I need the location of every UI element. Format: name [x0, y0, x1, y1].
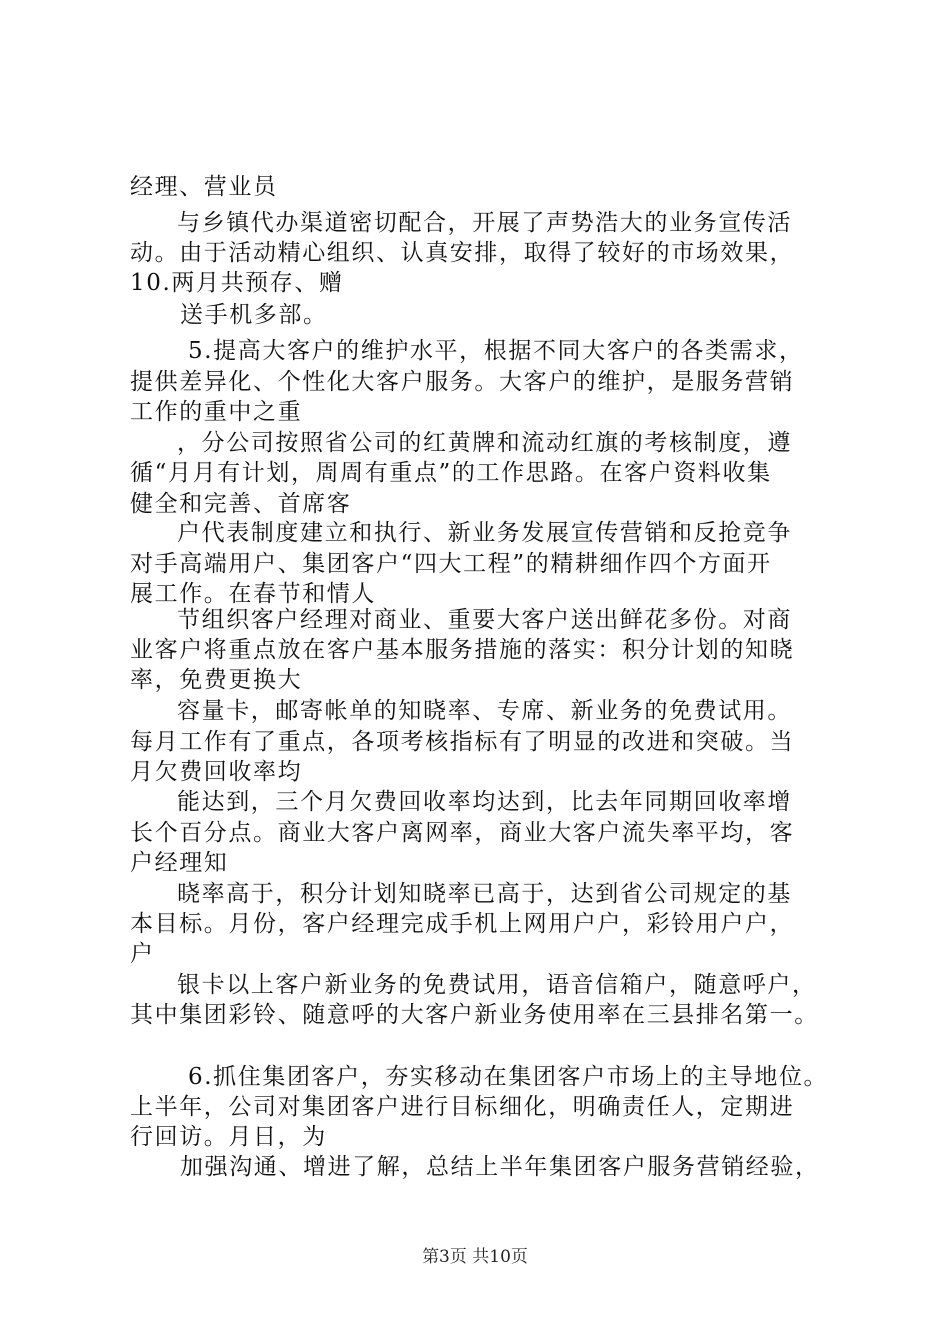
text-line: 晓率高于，积分计划知晓率已高于，达到省公司规定的基 — [177, 881, 792, 907]
text-line: 户 — [130, 941, 155, 967]
text-line: 10.两月共预存、赠 — [130, 270, 344, 296]
text-line: 经理、营业员 — [130, 174, 278, 200]
text-line: 每月工作有了重点，各项考核指标有了明显的改进和突破。当 — [130, 729, 795, 755]
text-line: 提供差异化、个性化大客户服务。大客户的维护，是服务营销 — [130, 369, 795, 395]
text-line: 本目标。月份，客户经理完成手机上网用户户，彩铃用户户， — [130, 911, 795, 937]
text-line: 对手高端用户、集团客户“四大工程”的精耕细作四个方面开 — [130, 551, 772, 577]
text-line: 银卡以上客户新业务的免费试用，语音信箱户，随意呼户， — [177, 972, 817, 998]
text-line: 长个百分点。商业大客户离网率，商业大客户流失率平均，客 — [130, 820, 795, 846]
text-line: 月欠费回收率均 — [130, 759, 303, 785]
text-line: 户代表制度建立和执行、新业务发展宣传营销和反抢竞争 — [177, 520, 792, 546]
text-line: 6.抓住集团客户，夯实移动在集团客户市场上的主导地位。 — [188, 1064, 829, 1090]
text-line: 率，免费更换大 — [130, 667, 303, 693]
text-line: 业客户将重点放在客户基本服务措施的落实：积分计划的知晓 — [130, 637, 795, 663]
text-line: 展工作。在春节和情人 — [130, 581, 376, 607]
text-line: 5.提高大客户的维护水平，根据不同大客户的各类需求， — [188, 338, 804, 364]
text-line: 能达到，三个月欠费回收率均达到，比去年同期回收率增 — [177, 789, 792, 815]
text-line: 工作的重中之重 — [130, 399, 303, 425]
page-number-footer: 第3页 共10页 — [422, 1247, 528, 1267]
text-line: 动。由于活动精心组织、认真安排，取得了较好的市场效果， — [130, 240, 795, 266]
text-line: 行回访。月日，为 — [130, 1124, 327, 1150]
text-line: 循“月月有计划，周周有重点”的工作思路。在客户资料收集 — [130, 460, 772, 486]
text-line: 健全和完善、首席客 — [130, 491, 352, 517]
text-line: 与乡镇代办渠道密切配合，开展了声势浩大的业务宣传活 — [177, 210, 792, 236]
text-line: 送手机多部。 — [180, 302, 328, 328]
text-line: 加强沟通、增进了解，总结上半年集团客户服务营销经验， — [180, 1154, 820, 1180]
text-line: 容量卡，邮寄帐单的知晓率、专席、新业务的免费试用。 — [177, 698, 792, 724]
text-line: 节组织客户经理对商业、重要大客户送出鲜花多份。对商 — [177, 607, 792, 633]
text-line: 其中集团彩铃、随意呼的大客户新业务使用率在三县排名第一。 — [130, 1002, 819, 1028]
text-line: 户经理知 — [130, 850, 229, 876]
text-line: ，分公司按照省公司的红黄牌和流动红旗的考核制度，遵 — [177, 430, 792, 456]
text-line: 上半年，公司对集团客户进行目标细化，明确责任人，定期进 — [130, 1094, 795, 1120]
